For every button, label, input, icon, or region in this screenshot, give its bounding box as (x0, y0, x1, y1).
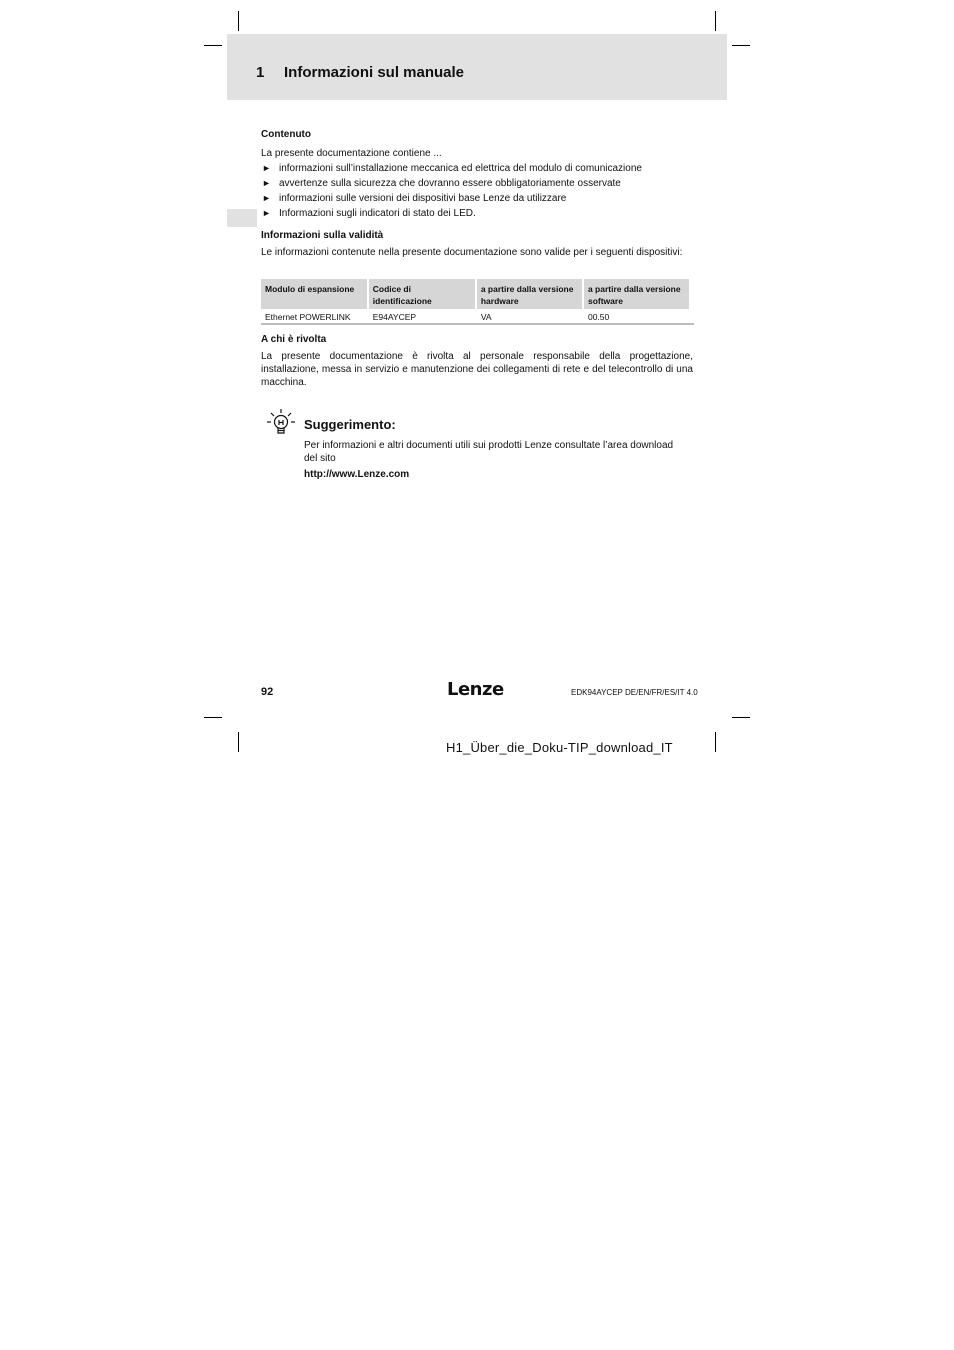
crop-mark (238, 732, 239, 752)
crop-mark (732, 45, 750, 46)
bullet-list (261, 161, 693, 221)
table-header-cell: Modulo di espansione (261, 279, 367, 309)
table-header-cell: a partire dalla versione hardware (477, 279, 582, 309)
crop-mark (204, 45, 222, 46)
section-heading: Informazioni sulla validità (261, 230, 384, 241)
tip-text: Per informazioni e altri documenti utili sui prodotti Lenze consultate l’area download del sito (304, 440, 674, 464)
list-item: ► informazioni sulle versioni dei dispositivi base Lenze da utilizzare (262, 193, 567, 204)
table-cell: Ethernet POWERLINK (265, 312, 351, 322)
section-heading: Contenuto (261, 129, 311, 140)
crop-mark (204, 717, 222, 718)
table-cell: E94AYCEP (372, 312, 417, 322)
page-number: 92 (261, 686, 274, 698)
website-link[interactable]: http://www.Lenze.com (304, 469, 410, 480)
section-rivolta (261, 332, 693, 389)
crop-mark (715, 11, 716, 31)
bullet-arrow-icon: ► (262, 193, 271, 203)
table-header-row (261, 279, 689, 309)
section-validita (261, 228, 693, 259)
table-header-cell: Codice di identificazione (369, 279, 475, 309)
chapter-number: 1 (256, 64, 265, 81)
list-item: ► Informazioni sugli indicatori di stato dei LED. (262, 208, 476, 219)
validity-text: Le informazioni contenute nella presente documentazione sono valide per i seguenti dispositivi: (261, 247, 683, 258)
section-contenuto (261, 127, 693, 221)
file-name-label: H1_Über_die_Doku-TIP_download_IT (446, 740, 673, 755)
table-cell: VA (480, 312, 492, 322)
list-item: ► avvertenze sulla sicurezza che dovranno essere obbligatoriamente osservate (262, 178, 621, 189)
list-item: ► informazioni sull’installazione meccanica ed elettrica del modulo di comunicazione (262, 163, 642, 174)
crop-mark (715, 732, 716, 752)
device-table (259, 279, 691, 325)
table-bottom-rule (261, 323, 694, 325)
tip-title: Suggerimento: (304, 417, 396, 432)
document-code: EDK94AYCEP DE/EN/FR/ES/IT 4.0 (571, 688, 698, 697)
bullet-arrow-icon: ► (262, 178, 271, 188)
section-heading: A chi è rivolta (261, 334, 327, 345)
audience-text: La presente documentazione è rivolta al personale responsabile della progettazione, installazione, messa in servizio e manutenzione dei collegamenti di rete e del telecontrollo di una macchina. (261, 351, 693, 388)
crop-mark (238, 11, 239, 31)
chapter-title: Informazioni sul manuale (284, 64, 465, 81)
bullet-arrow-icon: ► (262, 163, 271, 173)
chapter-side-tab (227, 209, 257, 227)
crop-mark (732, 717, 750, 718)
table-header-cell: a partire dalla versione software (584, 279, 689, 309)
table-cell: 00.50 (587, 312, 610, 322)
lightbulb-icon (266, 408, 296, 438)
lenze-logo: Lenze (447, 679, 504, 700)
bullet-arrow-icon: ► (262, 208, 271, 218)
intro-text: La presente documentazione contiene ... (261, 148, 442, 159)
